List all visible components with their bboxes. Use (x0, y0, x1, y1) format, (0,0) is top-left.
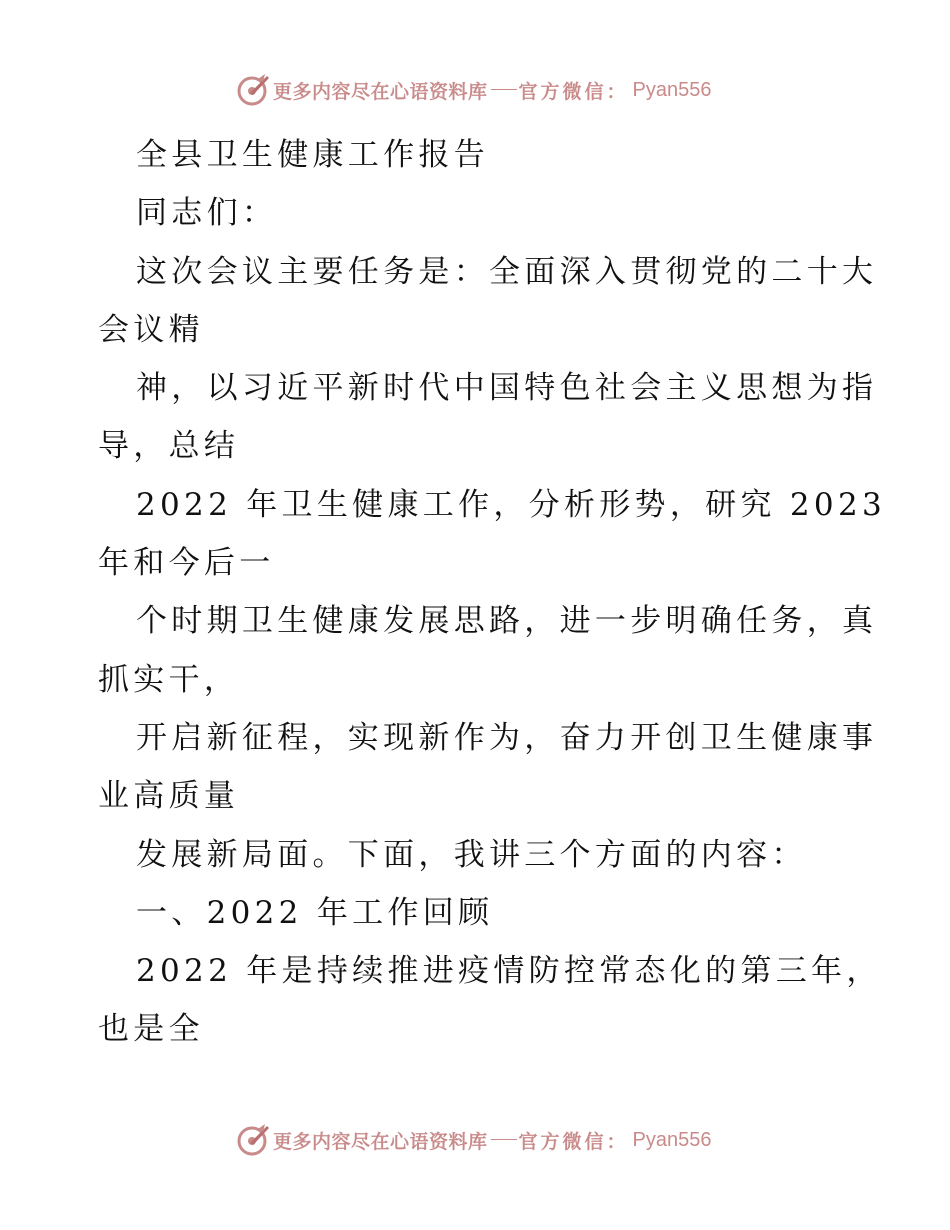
watermark-promo-text: 更多内容尽在心语资料库 (273, 1130, 488, 1153)
watermark-wechat-id: Pyan556 (632, 1128, 712, 1151)
watermark-wechat-label: 官方微信： (518, 1130, 629, 1153)
paragraph-line: 同志们： (136, 195, 278, 232)
watermark-wechat-label: 官方微信： (518, 80, 629, 103)
paragraph-line: 业高质量 (98, 778, 240, 815)
paragraph-line: 2022 年是持续推进疫情防控常态化的第三年， (136, 953, 882, 990)
paragraph-line: 个时期卫生健康发展思路，进一步明确任务，真 (136, 603, 878, 640)
paragraph-line: 导，总结 (98, 428, 240, 465)
paragraph-line: 2022 年卫生健康工作，分析形势，研究 2023 (136, 486, 886, 523)
watermark-wechat-id: Pyan556 (632, 78, 712, 101)
watermark-promo-text: 更多内容尽在心语资料库 (273, 80, 488, 103)
header-watermark (236, 73, 712, 107)
paragraph-line: 这次会议主要任务是：全面深入贯彻党的二十大 (136, 253, 878, 290)
section-heading: 一、2022 年工作回顾 (136, 894, 494, 931)
document-body (98, 126, 886, 1059)
footer-watermark (236, 1123, 712, 1157)
paragraph-line: 抓实干， (98, 661, 240, 698)
paragraph-line: 开启新征程，实现新作为，奋力开创卫生健康事 (136, 719, 878, 756)
paragraph-line: 年和今后一 (98, 545, 275, 582)
quill-pen-logo-icon (236, 73, 270, 107)
paragraph-line: 也是全 (98, 1011, 204, 1048)
watermark-dash (491, 1139, 517, 1140)
document-title: 全县卫生健康工作报告 (136, 137, 489, 173)
paragraph-line: 发展新局面。下面，我讲三个方面的内容： (136, 836, 807, 873)
paragraph-line: 会议精 (98, 311, 204, 348)
quill-pen-logo-icon (236, 1123, 270, 1157)
paragraph-line: 神，以习近平新时代中国特色社会主义思想为指 (136, 370, 878, 407)
watermark-dash (491, 89, 517, 90)
